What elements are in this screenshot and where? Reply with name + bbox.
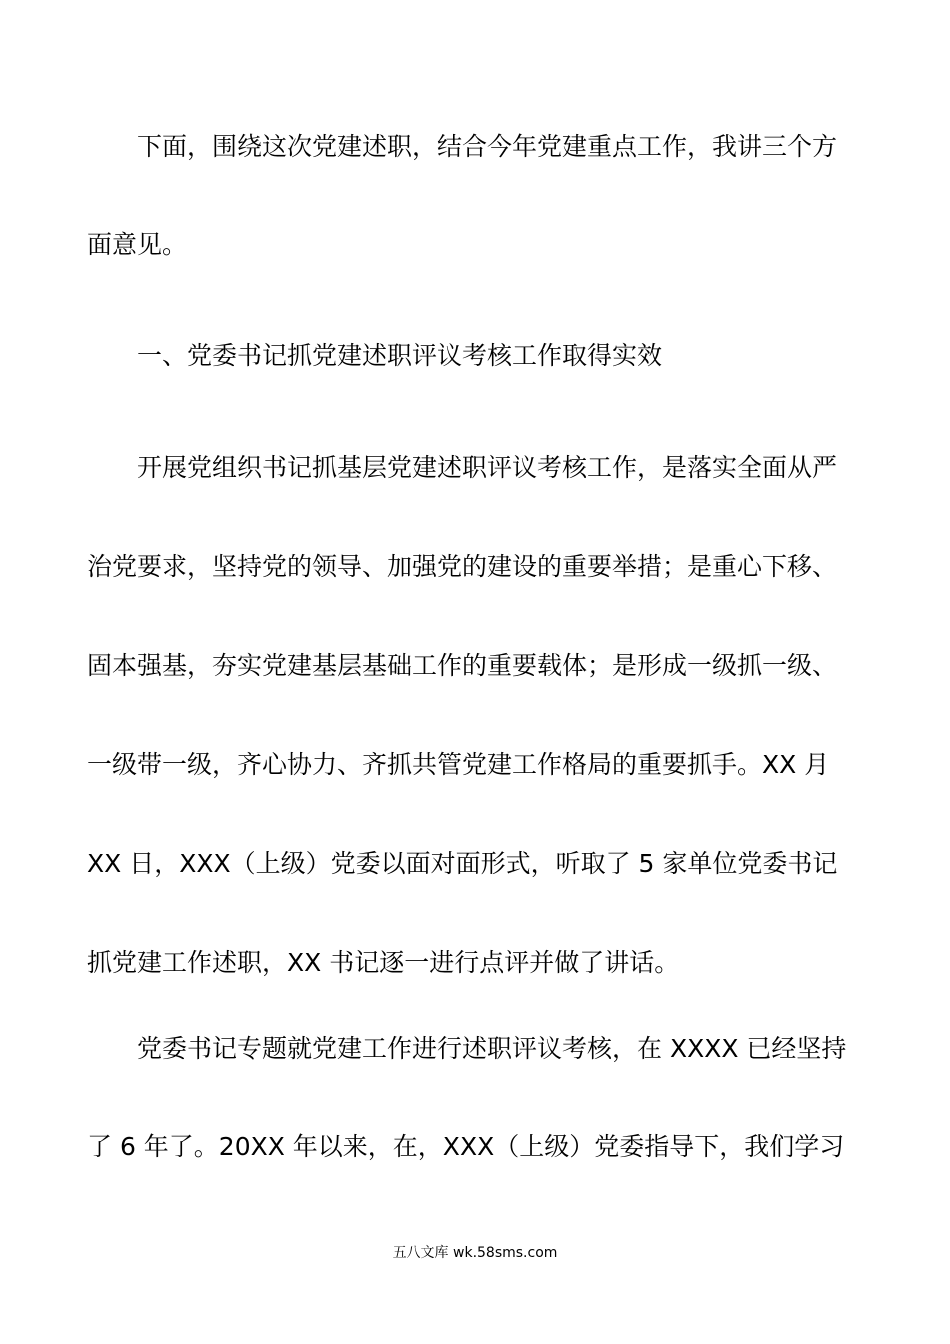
paragraph-2-line-3: 固本强基，夯实党建基层基础工作的重要载体；是形成一级抓一级、 <box>87 651 838 680</box>
paragraph-2-line-6: 抓党建工作述职，XX 书记逐一进行点评并做了讲话。 <box>87 948 680 977</box>
paragraph-2-line-4: 一级带一级，齐心协力、齐抓共管党建工作格局的重要抓手。XX 月 <box>87 750 830 779</box>
paragraph-1-line-1: 下面，围绕这次党建述职，结合今年党建重点工作，我讲三个方 <box>137 132 838 161</box>
paragraph-2-line-1: 开展党组织书记抓基层党建述职评议考核工作，是落实全面从严 <box>137 453 838 482</box>
paragraph-1-line-2: 面意见。 <box>87 230 188 259</box>
paragraph-2-line-2: 治党要求，坚持党的领导、加强党的建设的重要举措；是重心下移、 <box>87 552 838 581</box>
paragraph-3-line-1: 党委书记专题就党建工作进行述职评议考核，在 XXXX 已经坚持 <box>137 1034 847 1063</box>
section-heading-1: 一、党委书记抓党建述职评议考核工作取得实效 <box>137 341 663 370</box>
paragraph-3-line-2: 了 6 年了。20XX 年以来，在，XXX（上级）党委指导下，我们学习 <box>87 1132 845 1161</box>
paragraph-2-line-5: XX 日，XXX（上级）党委以面对面形式，听取了 5 家单位党委书记 <box>87 849 838 878</box>
footer-watermark: 五八文库 wk.58sms.com <box>392 1245 558 1261</box>
